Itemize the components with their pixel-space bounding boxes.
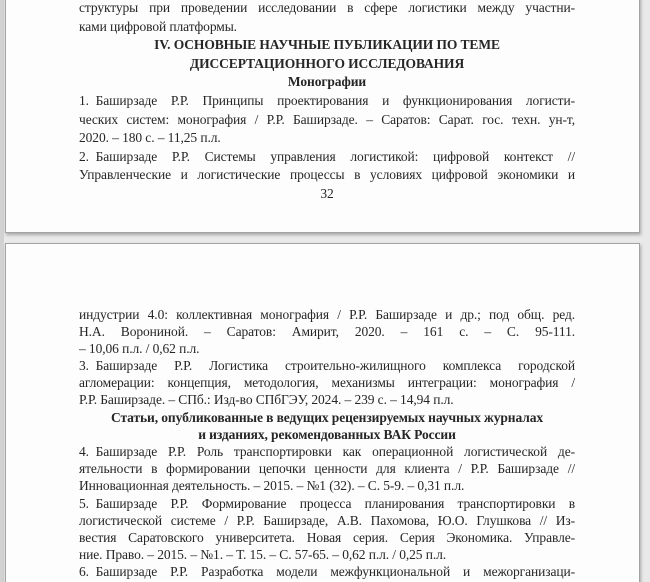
text-line: 4. Баширзаде Р.Р. Роль транспортировки как операционной логистической де- — [79, 444, 575, 459]
paragraph — [79, 148, 575, 185]
text-line: ДИССЕРТАЦИОННОГО ИССЛЕДОВАНИЯ — [189, 55, 465, 71]
text-line: 6. Баширзаде Р.Р. Разработка модели межфункциональной и межорганизаци- — [79, 564, 575, 580]
paragraph — [79, 495, 575, 564]
text-line: 2020. – 180 с. – 11,25 п.л. — [79, 130, 221, 146]
paragraph — [79, 92, 575, 148]
text-line: агломерации: концепция, методология, механизмы интеграции: монография / — [79, 375, 575, 391]
paragraph — [79, 306, 575, 358]
text-line: индустрии 4.0: коллективная монография / Р.Р. Баширзаде и др.; под общ. ред. — [79, 306, 575, 322]
text-line: – 10,06 п.л. / 0,62 п.л. — [79, 340, 200, 356]
text-line: 5. Баширзаде Р.Р. Формирование процесса планирования транспортировки в — [79, 495, 575, 511]
text-line: структуры при проведении исследовании в сфере логистики между участни- — [79, 0, 575, 15]
document-page-33-partial — [5, 243, 640, 582]
text-line: IV. ОСНОВНЫЕ НАУЧНЫЕ ПУБЛИКАЦИИ ПО ТЕМЕ — [154, 37, 500, 53]
paragraph — [79, 443, 575, 495]
text-line: ческих систем: монография / Р.Р. Баширзаде. – Саратов: Сарат. гос. техн. ун-т, — [79, 111, 575, 127]
text-line: Управленческие и логистические процессы в условиях цифровой экономики и — [79, 167, 575, 183]
text-line: 1. Баширзаде Р.Р. Принципы проектирования и функционирования логисти- — [79, 92, 575, 108]
text-line: Инновационная деятельность. – 2015. – №1 (32). – С. 5-9. – 0,31 п.л. — [79, 478, 465, 494]
text-line: ятельности в формировании цепочки ценности для клиента / Р.Р. Баширзаде // — [79, 461, 575, 477]
text-line: 2. Баширзаде Р.Р. Системы управления логистикой: цифровой контекст // — [79, 148, 575, 164]
paragraph — [79, 0, 575, 36]
paragraph — [79, 563, 575, 580]
text-line: Р.Р. Баширзаде. – СПб.: Изд-во СПбГЭУ, 2024. – 239 с. – 14,94 п.л. — [79, 392, 454, 408]
text-line: ками цифровой платформы. — [79, 18, 237, 34]
text-line: и изданиях, рекомендованных ВАК России — [198, 426, 456, 442]
text-line: Н.А. Ворониной. – Саратов: Амирит, 2020. – 161 с. – С. 95-111. — [79, 323, 575, 339]
page-number-text: 32 — [320, 185, 334, 201]
heading-block — [79, 73, 575, 92]
page-number — [79, 185, 575, 204]
paragraph — [79, 357, 575, 409]
document-page-32 — [5, 0, 640, 233]
text-line: логистической системе / Р.Р. Баширзаде, А.В. Пахомова, Ю.О. Глушкова // Из- — [79, 512, 575, 528]
page-32-content — [79, 0, 575, 204]
viewer-left-edge — [0, 0, 4, 582]
text-line: Монографии — [287, 74, 367, 90]
page-33-content — [79, 306, 575, 581]
text-line: 3. Баширзаде Р.Р. Логистика строительно-жилищного комплекса городской — [79, 358, 575, 374]
text-line: ние. Право. – 2015. – №1. – Т. 15. – С. 57-65. – 0,62 п.л. / 0,25 п.л. — [79, 547, 447, 563]
text-line: Статьи, опубликованные в ведущих рецензируемых научных журналах — [111, 409, 543, 425]
heading-block — [79, 36, 575, 73]
heading-block — [79, 409, 575, 443]
text-line: вестия Саратовского университета. Новая серия. Серия Экономика. Управле- — [79, 529, 575, 545]
